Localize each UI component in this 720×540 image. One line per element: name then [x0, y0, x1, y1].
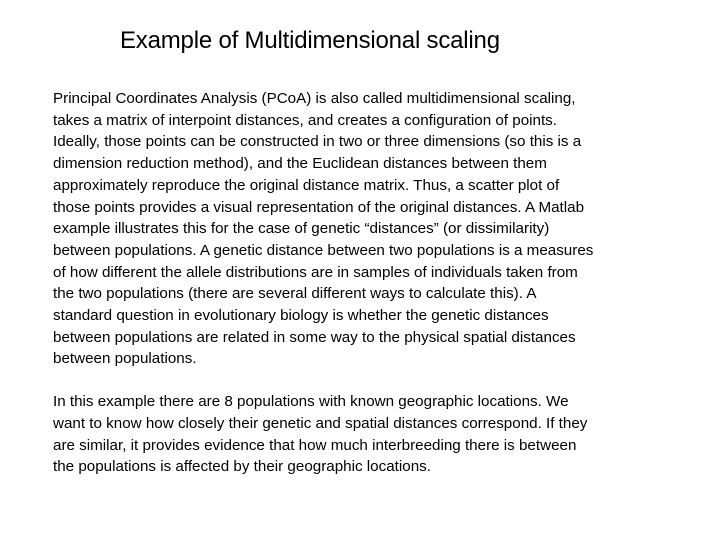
text-line: Ideally, those points can be constructed in two or three dimensions (so this is a	[53, 133, 582, 151]
text-line: want to know how closely their genetic and spatial distances correspond. If they	[53, 414, 588, 432]
text-line: between populations.	[53, 350, 197, 368]
paragraph-pcoa-explanation	[53, 88, 693, 370]
text-line: those points provides a visual representation of the original distances. A Matlab	[53, 198, 585, 216]
text-line: takes a matrix of interpoint distances, and creates a configuration of points.	[53, 111, 557, 129]
paragraph-example-description	[53, 391, 693, 478]
text-line: In this example there are 8 populations with known geographic locations. We	[53, 393, 569, 411]
text-line: approximately reproduce the original distance matrix. Thus, a scatter plot of	[53, 176, 560, 194]
text-line: between populations are related in some way to the physical spatial distances	[53, 328, 576, 346]
text-line: the populations is affected by their geographic locations.	[53, 458, 431, 476]
text-line: standard question in evolutionary biology is whether the genetic distances	[53, 307, 549, 325]
slide-title: Example of Multidimensional scaling	[120, 27, 500, 54]
text-line: dimension reduction method), and the Euclidean distances between them	[53, 155, 547, 173]
text-line: example illustrates this for the case of genetic “distances” (or dissimilarity)	[53, 220, 550, 238]
text-line: between populations. A genetic distance between two populations is a measures	[53, 241, 594, 259]
text-line: are similar, it provides evidence that how much interbreeding there is between	[53, 436, 577, 454]
slide-body	[53, 88, 693, 478]
text-line: the two populations (there are several different ways to calculate this). A	[53, 285, 537, 303]
text-line: of how different the allele distributions are in samples of individuals taken from	[53, 263, 578, 281]
text-line: Principal Coordinates Analysis (PCoA) is also called multidimensional scaling,	[53, 90, 576, 107]
